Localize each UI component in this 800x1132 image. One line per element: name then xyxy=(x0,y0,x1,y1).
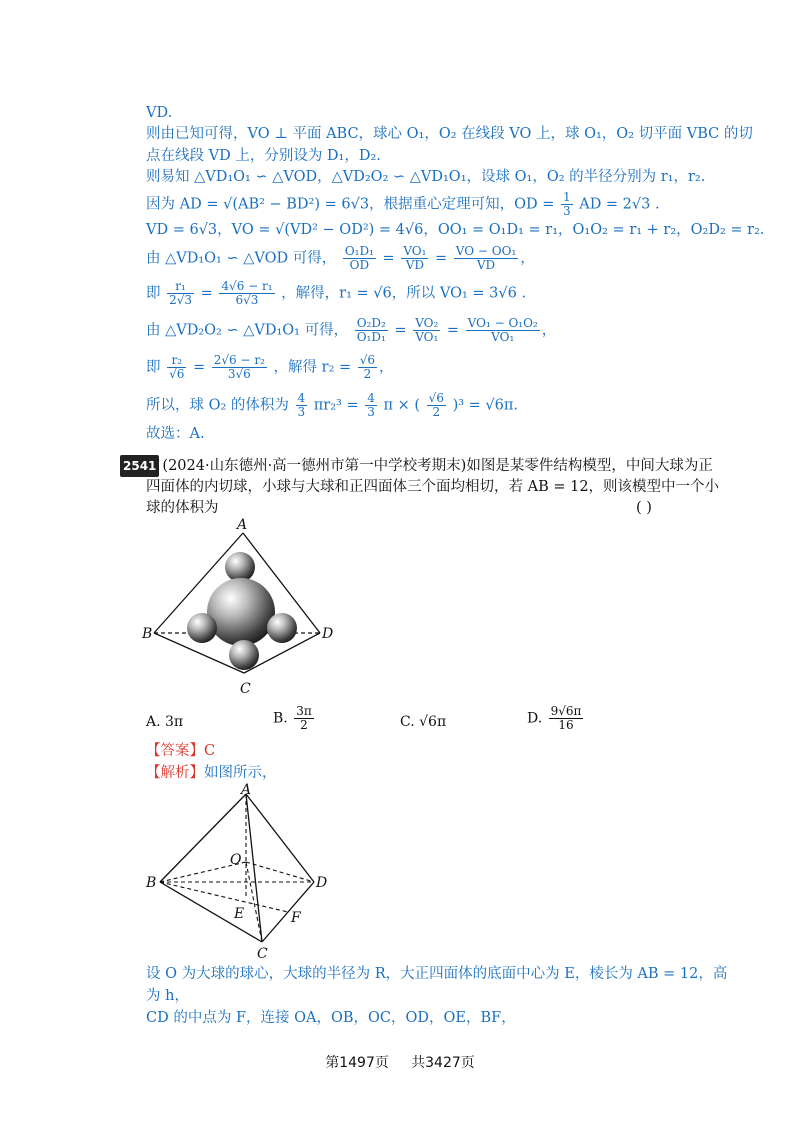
problem-statement: 四面体的内切球，小球与大球和正四面体三个面均相切，若 AB = 12，则该模型中一个小 xyxy=(146,479,720,495)
option-d[interactable]: D. $\frac{9√6\pi}{16}$ xyxy=(527,704,582,732)
text-line: 由 △VD₂O₂ ∽ △VD₁O₁ 可得， $\frac{\text{O₂D₂}}{\text{O₁D₁}}$ = $\frac{\text{VO₂}}{\text{VO₁}}$ = $\frac{\text{VO₁ − O₁O₂}}{\text{VO₁}}$ ， xyxy=(146,316,557,344)
vertex-label-d: D xyxy=(322,626,334,642)
fraction: $\frac{\text{VO₁ − O₁O₂}}{\text{VO₁}}$ xyxy=(467,316,538,344)
problem-number-badge: 2541 xyxy=(120,455,159,477)
analysis-line: 设 O 为大球的球心，大球的半径为 R，大正四面体的底面中心为 E，棱长为 AB = 12，高 xyxy=(146,966,728,982)
fraction: $\frac{\text{VO₂}}{\text{VO₁}}$ xyxy=(415,316,439,344)
point-label-f: F xyxy=(291,910,301,926)
option-a[interactable]: A. 3π xyxy=(146,714,184,730)
answer-blank: ( ) xyxy=(636,500,652,516)
text-line: VD. xyxy=(146,105,173,121)
fraction: $\frac{\text{O₂D₂}}{\text{O₁D₁}}$ xyxy=(356,316,386,344)
fraction: $\frac{4}{3}$ xyxy=(367,391,375,419)
point-label-e: E xyxy=(234,906,245,922)
text-line: VD = 6√3，VO = √(VD² − OD²) = 4√6，OO₁ = O₁D₁ = r₁，O₁O₂ = r₁ + r₂，O₂D₂ = r₂. xyxy=(146,222,765,238)
answer-line: 【答案】C xyxy=(146,743,216,759)
point-label-o: O xyxy=(230,852,242,868)
fraction: $\frac{1}{3}$ xyxy=(562,190,571,218)
text-line: 故选：A. xyxy=(146,426,205,442)
text-line: 即 $\frac{\text{r₁}}{2√3}$ = $\frac{\text{4√6 − r₁}}{6√3}$ ，解得，r₁ = √6，所以 VO₁ = 3√6 . xyxy=(146,279,527,307)
fraction: $\frac{√6}{2}$ xyxy=(428,391,444,419)
small-sphere-bottom xyxy=(229,640,259,670)
option-b[interactable]: B. $\frac{3\pi}{2}$ xyxy=(273,704,312,732)
analysis-line: 为 h， xyxy=(146,988,189,1004)
fraction: $\frac{\text{r₁}}{2√3}$ xyxy=(169,279,193,307)
small-sphere-left xyxy=(187,613,217,643)
text-line: 点在线段 VD 上，分别设为 D₁，D₂. xyxy=(146,148,381,164)
fraction: $\frac{\text{2√6 − r₂}}{3√6}$ xyxy=(213,353,265,381)
fraction: $\frac{\text{r₂}}{√6}$ xyxy=(169,353,185,381)
text-line: 因为 AD = √(AB² − BD²) = 6√3，根据重心定理可知，OD = $\frac{1}{3}$ AD = 2√3 . xyxy=(146,190,660,218)
text-line: 则由已知可得，VO ⊥ 平面 ABC，球心 O₁，O₂ 在线段 VO 上，球 O₁，O₂ 切平面 VBC 的切 xyxy=(146,126,753,142)
page-total: 共3427页 xyxy=(411,1055,475,1071)
vertex-label-a: A xyxy=(241,782,252,798)
fraction: $\frac{\text{4√6 − r₁}}{6√3}$ xyxy=(221,279,273,307)
small-sphere-right xyxy=(267,613,297,643)
problem-statement: 2541 (2024·山东德州·高一德州市第一中学校考期末)如图是某零件结构模型，中间大球为正 xyxy=(146,455,713,477)
text-line: 由 △VD₁O₁ ∽ △VOD 可得， $\frac{\text{O₁D₁}}{OD}$ = $\frac{\text{VO₁}}{VD}$ = $\frac{\text{VO − OO₁}}{VD}$ ， xyxy=(146,244,535,272)
vertex-label-b: B xyxy=(142,626,153,642)
fraction: $\frac{4}{3}$ xyxy=(297,391,306,419)
vertex-label-b: B xyxy=(146,875,157,891)
problem-statement: 球的体积为 xyxy=(146,500,219,516)
text-line: 所以，球 O₂ 的体积为 $\frac{4}{3}$ πr₂³ = $\frac{4}{3}$ π × ( $\frac{√6}{2}$ )³ = √6π. xyxy=(146,391,519,419)
fraction: $\frac{√6}{2}$ xyxy=(359,353,376,381)
vertex-label-c: C xyxy=(240,681,251,697)
analysis-line: 【解析】如图所示， xyxy=(146,765,277,781)
small-sphere-top xyxy=(225,552,255,582)
option-c[interactable]: C. √6π xyxy=(400,714,447,730)
fraction: $\frac{\text{VO₁}}{VD}$ xyxy=(403,244,427,272)
large-sphere xyxy=(207,578,275,646)
figure-tetrahedron-construction xyxy=(140,782,340,962)
page-footer xyxy=(0,1052,800,1072)
vertex-label-a: A xyxy=(237,517,248,533)
text-line: 即 $\frac{\text{r₂}}{√6}$ = $\frac{\text{2√6 − r₂}}{3√6}$ ，解得 r₂ = $\frac{√6}{2}$ ， xyxy=(146,353,394,381)
analysis-line: CD 的中点为 F，连接 OA，OB，OC，OD，OE，BF， xyxy=(146,1010,516,1026)
figure-tetrahedron-spheres xyxy=(140,515,350,700)
vertex-label-c: C xyxy=(257,946,268,962)
page-number: 第1497页 xyxy=(325,1055,389,1071)
text-line: 则易知 △VD₁O₁ ∽ △VOD，△VD₂O₂ ∽ △VD₁O₁，设球 O₁，O₂ 的半径分别为 r₁，r₂. xyxy=(146,169,706,185)
vertex-label-d: D xyxy=(316,875,328,891)
fraction: $\frac{\text{VO − OO₁}}{VD}$ xyxy=(455,244,517,272)
fraction: $\frac{\text{O₁D₁}}{OD}$ xyxy=(344,244,374,272)
